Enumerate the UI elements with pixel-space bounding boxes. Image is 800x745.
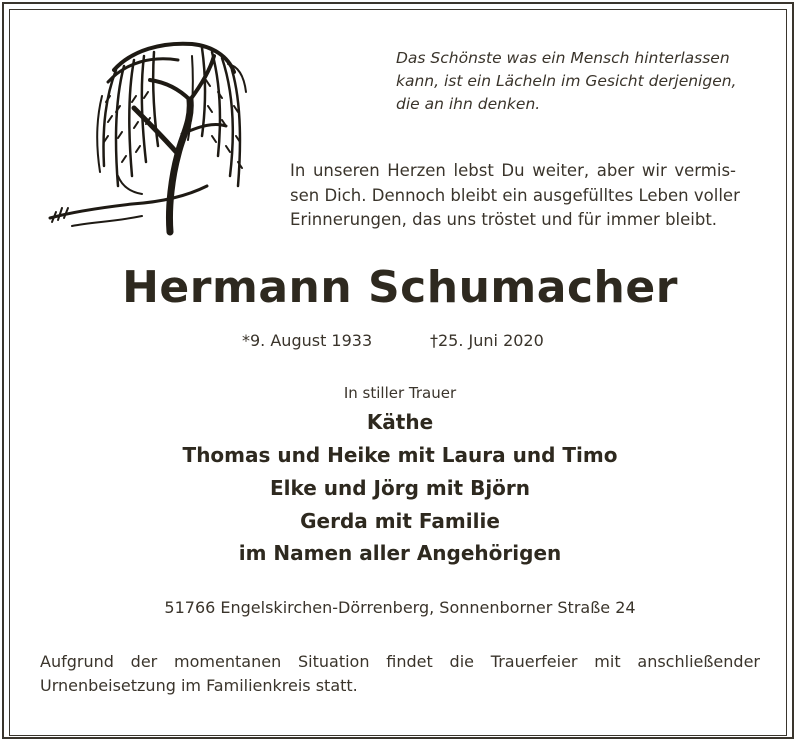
mourner-line: Thomas und Heike mit Laura und Timo [182,443,618,467]
mourner-line: Käthe [366,410,434,434]
notice-line: Aufgrund der momentanen Situation findet die Trauerfeier mit anschließender [40,652,760,671]
mourner-line: Gerda mit Familie [300,509,500,533]
passage-line: Erinnerungen, das uns tröstet und für immer bleibt. [290,210,718,229]
quote-line: Das Schönste was ein Mensch hinterlassen [396,49,730,67]
memorial-passage [290,159,740,233]
birth-date: *9. August 1933 [242,331,373,350]
death-date: †25. Juni 2020 [430,331,544,350]
quote-line: kann, ist ein Lächeln im Gesicht derjenigen, [396,72,737,90]
notice-line: Urnenbeisetzung im Familienkreis statt. [40,676,358,695]
quote-line: die an ihn denken. [396,95,541,113]
weeping-willow-icon [42,36,252,240]
deceased-name: Hermann Schumacher [122,262,678,313]
mourning-intro: In stiller Trauer [343,384,457,402]
mourner-line: Elke und Jörg mit Björn [269,476,531,500]
passage-line: In unseren Herzen lebst Du weiter, aber wir vermis- [290,161,736,180]
passage-line: sen Dich. Dennoch bleibt ein ausgefülltes Leben voller [290,185,740,205]
memorial-quote [396,47,766,116]
address: 51766 Engelskirchen-Dörrenberg, Sonnenborner Straße 24 [164,598,636,617]
mourner-line: im Namen aller Angehörigen [238,541,562,565]
ceremony-notice [40,650,760,698]
